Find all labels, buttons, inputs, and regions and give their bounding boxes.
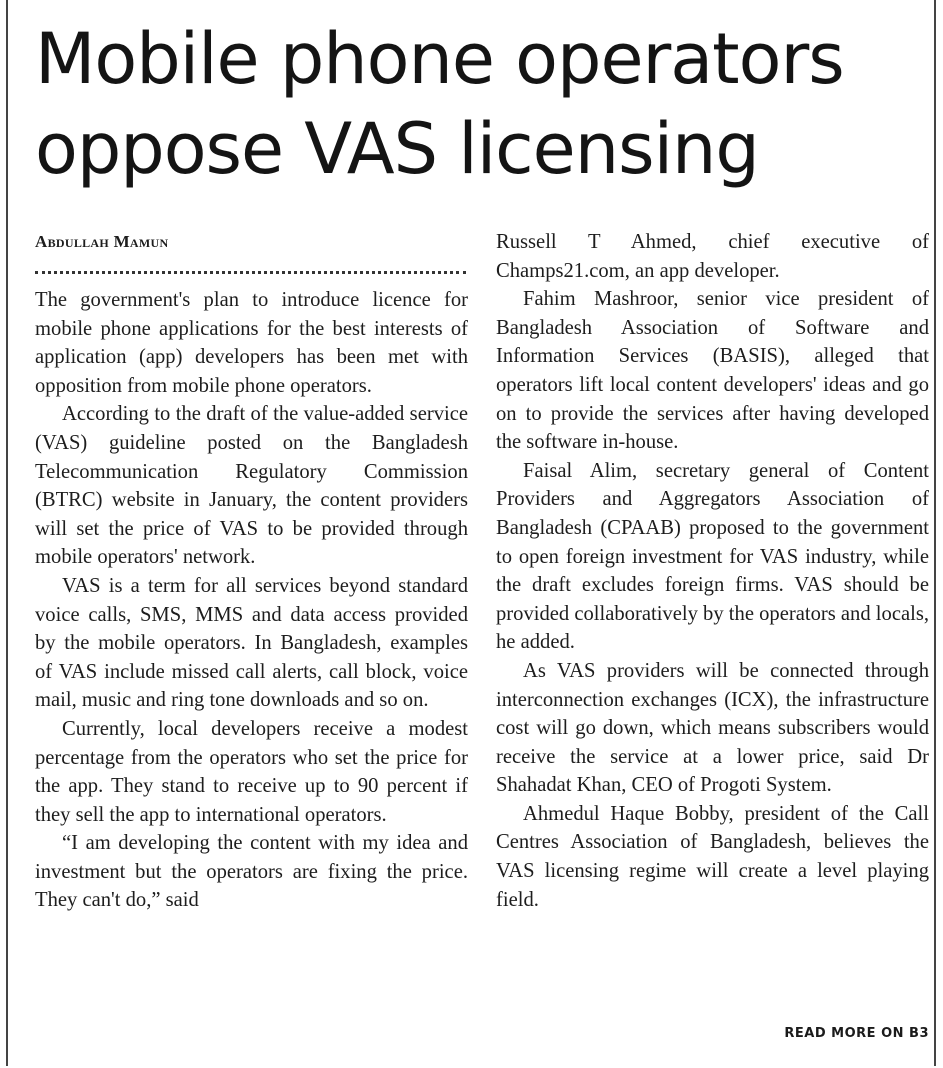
byline: Abdullah Mamun (35, 232, 169, 251)
paragraph: The government's plan to introduce licence for mobile phone applications for the best interests of application (app) developers has been met with opposition from mobile phone operators. (35, 289, 468, 397)
paragraph: Fahim Mashroor, senior vice president of Bangladesh Association of Software and Information Services (BASIS), alleged that operators lift local content developers' ideas and go on to provide the services after having developed the software in-house. (496, 288, 929, 454)
paragraph: Ahmedul Haque Bobby, president of the Call Centres Association of Bangladesh, believes the VAS licensing regime will create a level playing field. (496, 802, 929, 911)
paragraph: Faisal Alim, secretary general of Content Providers and Aggregators Association of Bangladesh (CPAAB) proposed to the government to open foreign investment for VAS industry, while the draft excludes foreign firms. VAS should be provided collaboratively by the operators and locals, he added. (496, 459, 929, 654)
paragraph: Currently, local developers receive a modest percentage from the operators who set the price for the app. They stand to receive up to 90 percent if they sell the app to international operators. (35, 717, 468, 826)
article-column-left (35, 286, 468, 915)
paragraph: Russell T Ahmed, chief executive of Champs21.com, an app developer. (496, 231, 929, 282)
paragraph: As VAS providers will be connected through interconnection exchanges (ICX), the infrastructure cost will go down, which means subscribers would receive the service at a lower price, said Dr Shahadat Khan, CEO of Progoti System. (496, 659, 929, 797)
paragraph: According to the draft of the value-added service (VAS) guideline posted on the Bangladesh Telecommunication Regulatory Commission (BTRC) website in January, the content providers will set the price of VAS to be provided through mobile operators' network. (35, 403, 468, 569)
read-more-link[interactable]: READ MORE ON B3 (784, 1026, 929, 1041)
headline: Mobile phone operators oppose VAS licensing (35, 18, 844, 190)
byline-divider (35, 271, 466, 274)
article-column-right (496, 228, 929, 914)
paragraph: VAS is a term for all services beyond standard voice calls, SMS, MMS and data access provided by the mobile operators. In Bangladesh, examples of VAS include missed call alerts, call block, voice mail, music and ring tone downloads and so on. (35, 574, 468, 712)
paragraph: “I am developing the content with my idea and investment but the operators are fixing the price. They can't do,” said (35, 832, 468, 912)
